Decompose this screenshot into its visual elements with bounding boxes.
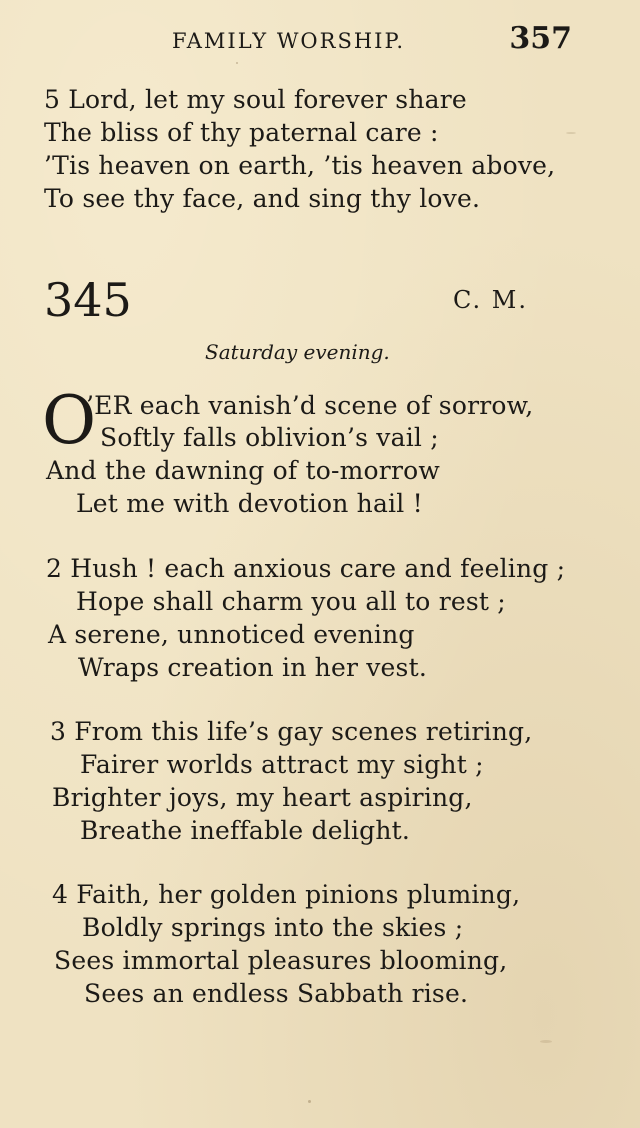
verse-line: A serene, unnoticed evening <box>48 620 415 649</box>
verse-line: 5 Lord, let my soul forever share <box>44 85 467 114</box>
running-title: FAMILY WORSHIP. <box>172 29 406 53</box>
verse-line: The bliss of thy paternal care : <box>44 118 439 147</box>
page-number: 357 <box>509 21 572 56</box>
verse-line: Boldly springs into the skies ; <box>82 913 464 942</box>
paper-speck <box>566 132 576 134</box>
paper-speck <box>308 1100 311 1103</box>
verse-line: Sees immortal pleasures blooming, <box>54 946 508 975</box>
verse-line: Hope shall charm you all to rest ; <box>76 587 506 616</box>
verse-line: Breathe ineffable delight. <box>80 816 411 845</box>
verse-line: 2 Hush ! each anxious care and feeling ; <box>46 554 566 583</box>
verse-line: And the dawning of to-morrow <box>46 456 440 485</box>
verse-line: Sees an endless Sabbath rise. <box>84 979 469 1008</box>
verse-line: Let me with devotion hail ! <box>76 489 423 518</box>
hymn-occasion: Saturday evening. <box>205 340 390 364</box>
verse-line: Softly falls oblivion’s vail ; <box>100 423 439 452</box>
verse-line: To see thy face, and sing thy love. <box>44 184 481 213</box>
verse-line: ’Tis heaven on earth, ’tis heaven above, <box>44 151 556 180</box>
verse-line: 3 From this life’s gay scenes retiring, <box>50 717 533 746</box>
paper-speck <box>236 62 238 64</box>
hymn-number: 345 <box>44 273 132 327</box>
verse-line: Brighter joys, my heart aspiring, <box>52 783 473 812</box>
verse-line: 4 Faith, her golden pinions pluming, <box>52 880 521 909</box>
drop-cap: O <box>42 382 97 459</box>
paper-speck <box>540 1040 552 1043</box>
verse-line: Fairer worlds attract my sight ; <box>80 750 484 779</box>
verse-line: Wraps creation in her vest. <box>78 653 427 682</box>
hymn-meter: C. M. <box>453 286 528 314</box>
verse-line: ’ER each vanish’d scene of sorrow, <box>86 391 534 420</box>
